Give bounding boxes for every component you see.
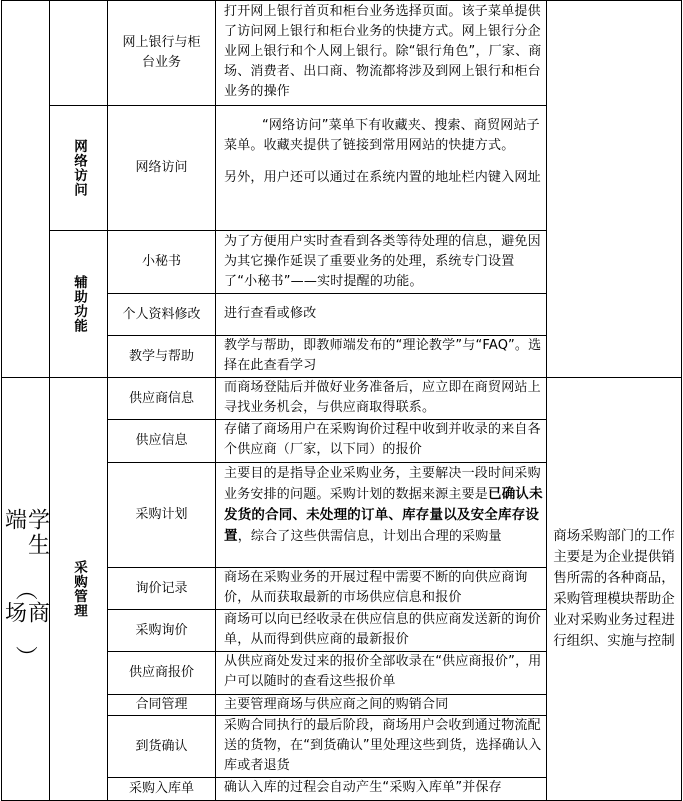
row-name-arrival: 到货确认 [135, 738, 188, 754]
row-desc-purchase-inquiry: 商场可以向已经收录在供应信息的供应商发送新的询价单，从而得到供应商的最新报价 [224, 612, 541, 647]
row-name-purchase-inquiry: 采购询价 [135, 622, 188, 638]
row-desc-inbound: 确认入库的过程会自动产生“采购入库单”并保存 [224, 780, 502, 795]
row-name-contract: 合同管理 [135, 697, 188, 712]
row-desc-profile: 进行查看或修改 [224, 306, 317, 321]
row-desc-supplier-quote: 从供应商处发过来的报价全部收录在“供应商报价”，用户可以随时的查看这些报价单 [224, 654, 542, 689]
group-label-purchase: 采购管理 [71, 560, 87, 618]
row-name-secretary: 小秘书 [141, 254, 181, 269]
row-desc-purchase-plan: 主要目的是指导企业采购业务，主要解决一段时间采购业务安排的问题。采购计划的数据来源主要是已确认未发货的合同、未处理的订单、库存量以及安全库存设置，综合了这些供需信息，计划出合理的采购量 [224, 466, 543, 544]
row-desc-network-p2: 另外，用户还可以通过在系统内置的地址栏内键入网址 [224, 170, 541, 185]
purchase-remark: 商场采购部门的工作主要是为企业提供销售所需的各种商品，采购管理模块帮助企业对采购业务过程进行组织、实施与控制 [553, 528, 675, 649]
row-desc-arrival: 采购合同执行的最后阶段，商场用户会收到通过物流配送的货物，在“到货确认”里处理这些到货，选择确认入库或者退货 [224, 718, 542, 773]
row-desc-network [216, 116, 546, 230]
row-name-inbound: 采购入库单 [128, 781, 194, 796]
row-name-supplier-quote: 供应商报价 [128, 665, 194, 680]
row-name-network: 网络访问 [135, 160, 188, 175]
row-name-purchase-plan: 采购计划 [135, 507, 188, 522]
row-desc-contract: 主要管理商场与供应商之间的购销合同 [224, 697, 449, 712]
row-name-teaching: 教学与帮助 [128, 348, 194, 364]
group-label-network: 网络访问 [71, 139, 87, 197]
row-desc-purchase-plan-bold: 已确认未发货的合同、未处理的订单、库存量以及安全库存设置 [224, 486, 543, 544]
row-desc-online-bank: 打开网上银行首页和柜台业务选择页面。该子菜单提供了访问网上银行和柜台业务的快捷方式。网上银行分企业网上银行和个人网上银行。除“银行角色”，厂家、商场、消费者、出口商、物流都将涉及到网上银行和柜台业务的操作 [224, 4, 542, 99]
row-desc-secretary: 为了方便用户实时查看到各类等待处理的信息，避免因为其它操作延误了重要业务的处理，系统专门设置了“小秘书”——实时提醒的功能。 [224, 234, 541, 289]
group-label-student: 学生端 （ 商场 ） [1, 508, 50, 668]
row-desc-inquiry-record: 商场在采购业务的开展过程中需要不断的向供应商询价，从而获取最新的市场供应信息和报价 [224, 570, 528, 605]
row-name-supply-info: 供应信息 [135, 433, 188, 448]
row-desc-network-p1: “网络访问”菜单下有收藏夹、搜索、商贸网站子菜单。收藏夹提供了链接到常用网站的快捷方式。 [224, 118, 540, 153]
row-name-online-bank: 网上银行与柜台业务 [122, 35, 201, 70]
row-name-supplier-info: 供应商信息 [128, 390, 194, 406]
row-desc-supplier-info: 而商场登陆后并做好业务准备后，应立即在商贸网站上寻找业务机会，与供应商取得联系。 [224, 380, 541, 415]
row-name-inquiry-record: 询价记录 [135, 580, 188, 596]
row-desc-teaching: 教学与帮助，即教师端发布的“理论教学”与“FAQ”。选择在此查看学习 [224, 338, 542, 373]
row-name-profile: 个人资料修改 [122, 306, 201, 322]
group-label-aux: 辅助功能 [71, 275, 87, 333]
row-desc-supply-info: 存储了商场用户在采购询价过程中收到并收录的来自各个供应商（厂家，以下同）的报价 [224, 422, 541, 457]
